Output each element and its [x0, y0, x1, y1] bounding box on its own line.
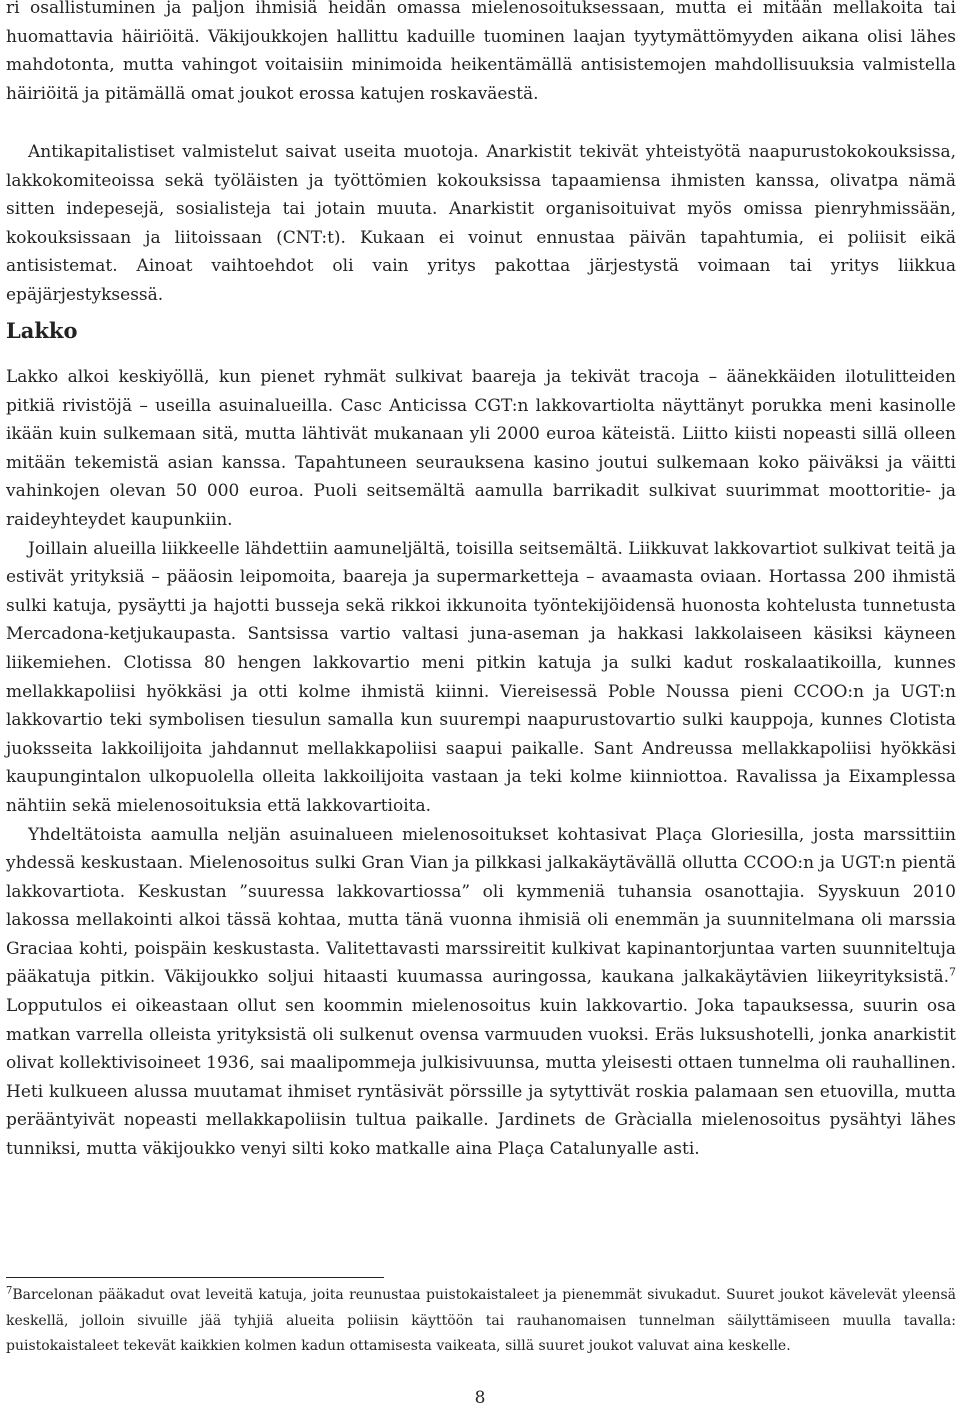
paragraph-lakko-1: Lakko alkoi keskiyöllä, kun pienet ryhmät sulkivat baareja ja tekivät tracoja – äänekkäiden ilotulitteiden pitkiä rivistöjä – useilla asuinalueilla. Casc Anticissa CGT:n lakkovartiolta näyttänyt porukka meni kasinolle ikään kuin sulkemaan sitä, mutta lähtivät mukanaan yli 2000 euroa käteistä. Liitto kiisti nopeasti sillä olleen mitään tekemistä asian kanssa. Tapahtuneen seurauksena kasino joutui sulkemaan koko päiväksi ja väitti vahinkojen olevan 50 000 euroa. Puoli seitsemältä aamulla barrikadit sulkivat suurimmat moottoritie- ja raideyhteydet kaupunkiin.: [6, 367, 956, 530]
paragraph-lakko-3-part-b: Lopputulos ei oikeastaan ollut sen koommin mielenosoitus kuin lakkovartio. Joka tapauksessa, suurin osa matkan varrella olleista yrityksistä oli sulkenut ovensa varmuuden vuoksi. Eräs luksushotelli, jonka anarkistit olivat kollektivisoineet 1936, sai maalipommeja julkisivuunsa, mutta yleisesti ottaen tunnelma oli rauhallinen. Heti kulkueen alussa muutamat ihmiset ryntäsivät pörssille ja sytyttivät roskia palamaan sen etuovilla, mutta perääntyivät nopeasti mellakkapoliisin tultua paikalle. Jardinets de Gràcialla mielenosoitus pysähtyi lähes tunniksi, mutta väkijoukko venyi silti koko matkalle aina Plaça Catalunyalle asti.: [6, 996, 956, 1160]
section-lakko-body: [6, 363, 956, 1164]
footnote: [6, 1283, 956, 1360]
paragraph-lakko-3-part-a: Yhdeltätoista aamulla neljän asuinalueen mielenosoitukset kohtasivat Plaça Gloriesilla, josta marssittiin yhdessä keskustaan. Mielenosoitus sulki Gran Vian ja pilkkasi jalkakäytävällä ollutta CCOO:n ja UGT:n pientä lakkovartiota. Keskustan ”suuressa lakkovartiossa” oli kymmeniä tuhansia osanottajia. Syyskuun 2010 lakossa mellakointi alkoi tässä kohtaa, mutta tänä vuonna ihmisiä oli enemmän ja suunnitelmana oli marssia Graciaa kohti, poispäin keskustasta. Valitettavasti marssireitit kulkivat kapinantorjuntaa varten suunniteltuja pääkatuja pitkin. Väkijoukko soljui hitaasti kuumassa auringossa, kaukana jalkakäytävien liikeyrityksistä.: [6, 824, 956, 988]
paragraph-lakko-2: Joillain alueilla liikkeelle lähdettiin aamuneljältä, toisilla seitsemältä. Liikkuvat lakkovartiot sulkivat teitä ja estivät yrityksiä – pääosin leipomoita, baareja ja supermarketteja – avaamasta oviaan. Hortassa 200 ihmistä sulki katuja, pysäytti ja hajotti busseja sekä rikkoi ikkunoita työntekijöidensä huonosta kohtelusta tunnetusta Mercadona-ketjukaupasta. Santsissa vartio valtasi juna-aseman ja hakkasi lakkolaiseen käsiksi käyneen liikemiehen. Clotissa 80 hengen lakkovartio meni pitkin katuja ja sulki kadut roskalaatikoilla, kunnes mellakkapoliisi hyökkäsi ja otti kolme ihmistä kiinni. Viereisessä Poble Noussa pieni CCOO:n ja UGT:n lakkovartio teki symbolisen tiesulun samalla kun suurempi naapurustovartio sulki kauppoja, kunnes Clotista juoksseita lakkoilijoita jahdannut mellakkapoliisi saapui paikalle. Sant Andreussa mellakkapoliisi hyökkäsi kaupungintalon ulkopuolella olleita lakkoilijoita vastaan ja teki kolme kiinniottoa. Ravalissa ja Eixamplessa nähtiin sekä mielenosoituksia että lakkovartioita.: [6, 538, 956, 816]
paragraph-intro: [6, 0, 956, 108]
page-number: 8: [474, 1388, 486, 1408]
footnote-divider: [6, 1277, 384, 1278]
footnote-text: Barcelonan pääkadut ovat leveitä katuja, joita reunustaa puistokaistaleet ja pienemmät sivukadut. Suuret joukot kävelevät yleensä keskellä, jolloin sivuille jää tyhjiä alueita poliisin käyttöön tai rauhanomaisen tunnelman säilyttämiseen muulla tavalla: puistokaistaleet tekevät kaikkien kolmen kadun ottamisesta vaikeata, sillä suuret joukot valuvat aina keskelle.: [6, 1287, 956, 1354]
paragraph-antikapitalistiset: [6, 138, 956, 310]
footnote-mark: 7: [6, 1285, 13, 1297]
footnote-reference[interactable]: 7: [949, 965, 956, 979]
paragraph-antikapitalistiset-text: Antikapitalistiset valmistelut saivat useita muotoja. Anarkistit tekivät yhteistyötä naapurustokokouksissa, lakkokomiteoissa sekä työläisten ja työttömien kokouksissa tapaamiensa ihmisten kanssa, olivatpa nämä sitten indepesejä, sosialisteja tai jotain muuta. Anarkistit organisoituivat myös omissa pienryhmissään, kokouksissaan ja liitoissaan (CNT:t). Kukaan ei voinut ennustaa päivän tapahtumia, ei poliisit eikä antisistemat. Ainoat vaihtoehdot oli vain yritys pakottaa järjestystä voimaan tai yritys liikkua epäjärjestyksessä.: [6, 142, 956, 305]
paragraph-lakko-3: [6, 821, 956, 1164]
paragraph-intro-text: ri osallistuminen ja paljon ihmisiä heidän omassa mielenosoituksessaan, mutta ei mitään mellakoita tai huomattavia häiriöitä. Väkijoukkojen hallittu kaduille tuominen laajan tyytymättömyyden aikana olisi lähes mahdotonta, mutta vahingot voitaisiin minimoida heikentämällä antisistemojen mahdollisuuksia valmistella häiriöitä ja pitämällä omat joukot erossa katujen roskaväestä.: [6, 0, 956, 104]
section-heading: Lakko: [6, 318, 78, 343]
